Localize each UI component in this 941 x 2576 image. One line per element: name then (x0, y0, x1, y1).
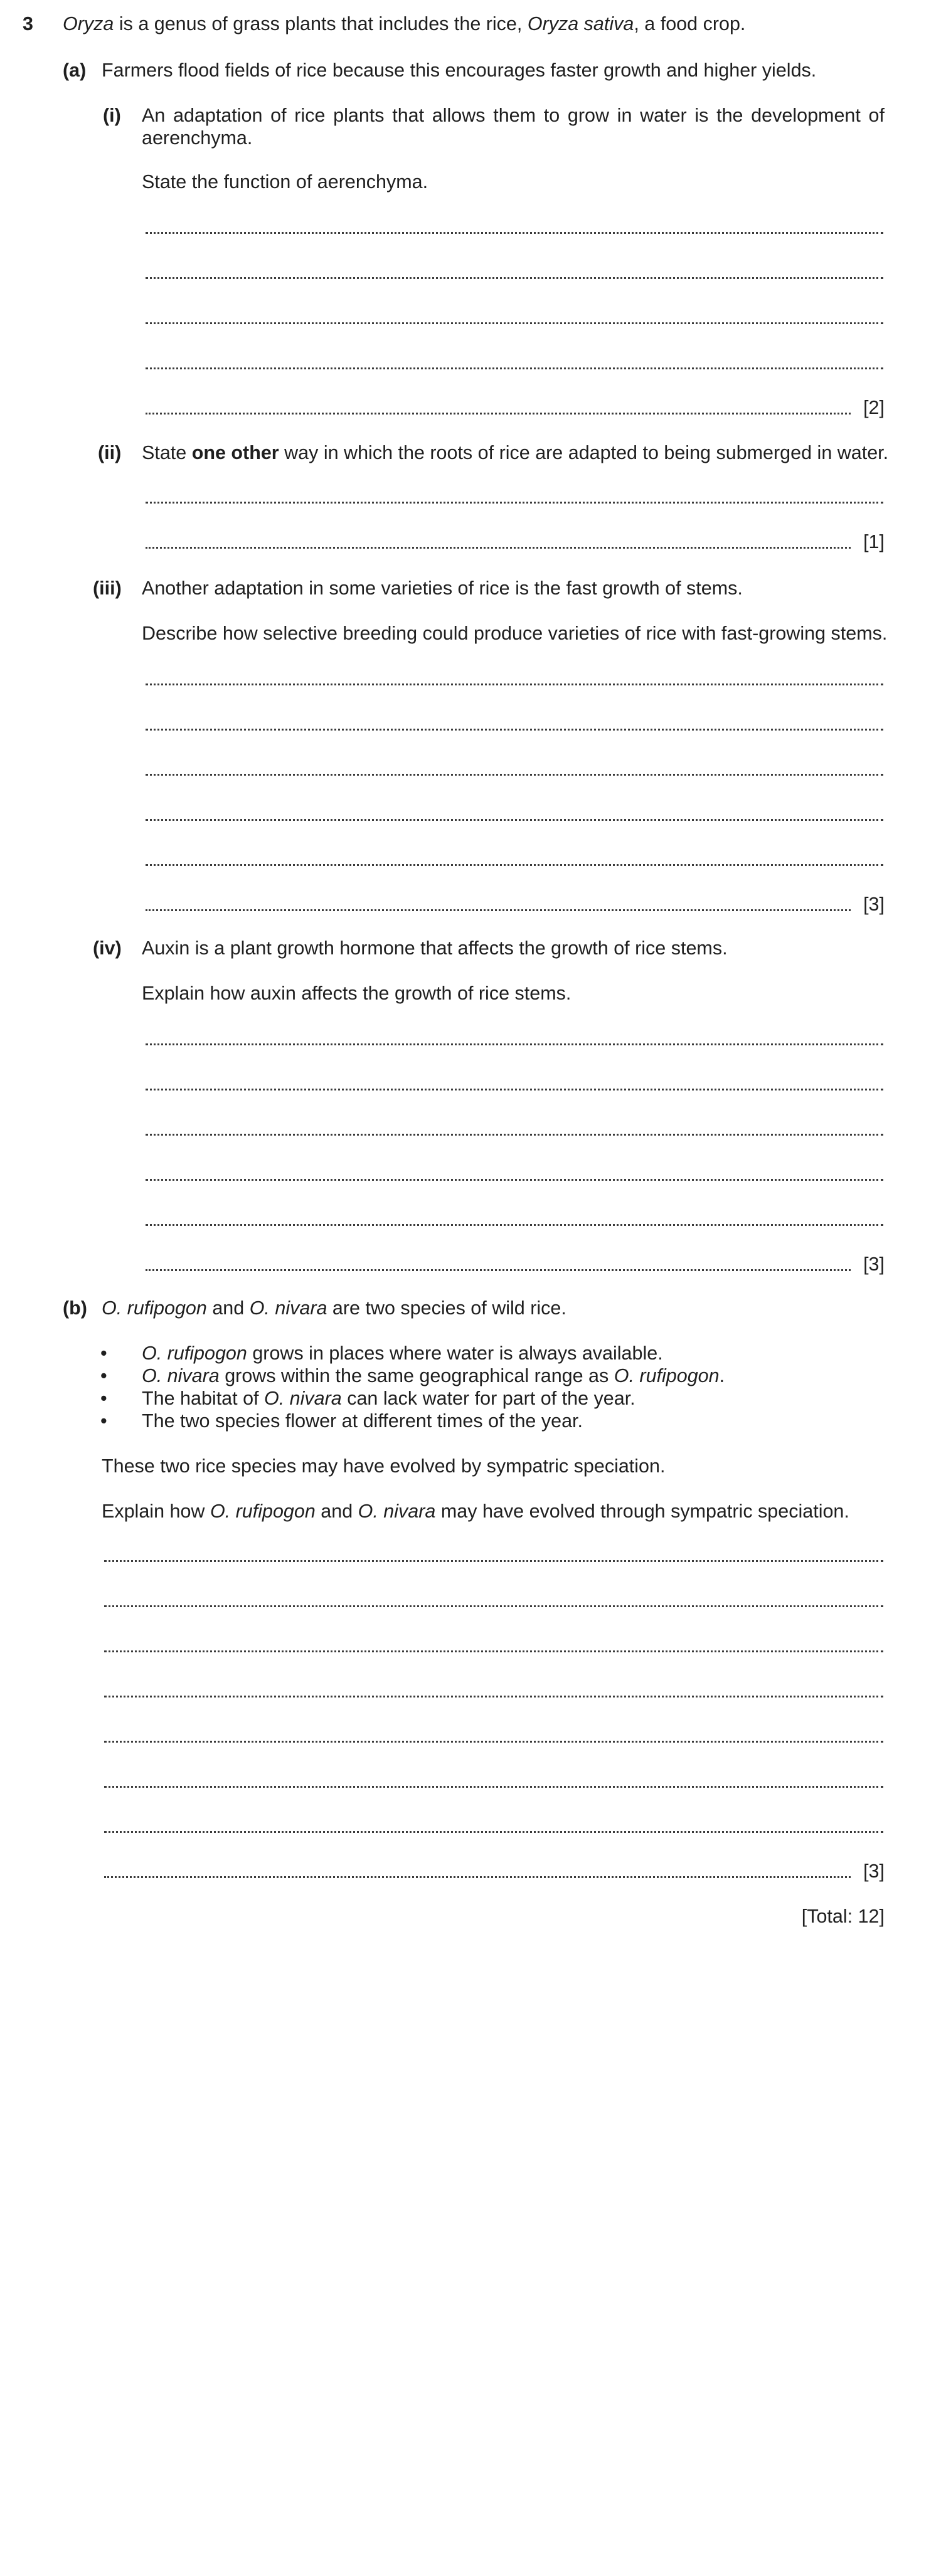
total-marks: [Total: 12] (801, 1906, 885, 1927)
marks-b: [3] (863, 1861, 885, 1882)
answer-line[interactable] (146, 1179, 883, 1181)
marks-a-ii: [1] (863, 531, 885, 552)
bullet-icon: • (100, 1410, 107, 1432)
answer-line[interactable] (146, 684, 883, 685)
part-a-iii-label: (iii) (93, 578, 122, 599)
bullet-item (142, 1387, 635, 1410)
answer-line[interactable] (104, 1876, 851, 1878)
species-name: O. nivara (249, 1297, 327, 1319)
species-name: O. rufipogon (614, 1365, 720, 1386)
bullet-icon: • (100, 1343, 107, 1364)
answer-line[interactable] (146, 1089, 883, 1090)
intro-text: is a genus of grass plants that includes the rice, (114, 13, 528, 34)
answer-line[interactable] (146, 322, 883, 324)
part-a-iv-prompt: Explain how auxin affects the growth of rice stems. (142, 983, 572, 1004)
bullet-text: The habitat of (142, 1388, 264, 1409)
bullet-icon: • (100, 1365, 107, 1386)
part-a-i-label: (i) (103, 105, 121, 126)
answer-line[interactable] (146, 502, 883, 504)
part-a-label: (a) (63, 60, 87, 81)
part-a-ii-label: (ii) (98, 442, 122, 463)
species-name: O. nivara (142, 1365, 220, 1386)
part-b-prompt-and: and (315, 1501, 358, 1522)
part-a-iv-label: (iv) (93, 937, 122, 959)
species-name: O. rufipogon (210, 1501, 316, 1522)
answer-line[interactable] (146, 774, 883, 776)
bullet-item (142, 1342, 663, 1365)
answer-line[interactable] (146, 1043, 883, 1045)
part-a-i-prompt: State the function of aerenchyma. (142, 171, 428, 193)
species-name: O. nivara (358, 1501, 436, 1522)
species-name: O. rufipogon (102, 1297, 207, 1319)
part-a-ii-emphasis: one other (191, 442, 279, 463)
bullet-item (142, 1365, 725, 1387)
answer-line[interactable] (146, 413, 851, 414)
answer-line[interactable] (146, 909, 851, 911)
part-b-prompt-rest: may have evolved through sympatric speciation. (435, 1501, 849, 1522)
species-name: O. nivara (264, 1388, 342, 1409)
bullet-icon: • (100, 1388, 107, 1409)
question-number: 3 (23, 13, 33, 34)
answer-line[interactable] (146, 232, 883, 234)
answer-line[interactable] (146, 367, 883, 369)
part-b-statement: These two rice species may have evolved by sympatric speciation. (102, 1455, 666, 1477)
marks-a-i: [2] (863, 397, 885, 418)
part-a-ii-text (142, 441, 888, 464)
bullet-text: grows within the same geographical range as (219, 1365, 614, 1386)
part-b-prompt (102, 1500, 849, 1523)
answer-line[interactable] (104, 1741, 883, 1743)
answer-line[interactable] (146, 729, 883, 731)
answer-line[interactable] (146, 819, 883, 821)
answer-line[interactable] (146, 1224, 883, 1226)
part-b-stem-and: and (206, 1297, 250, 1319)
part-b-prompt-start: Explain how (102, 1501, 210, 1522)
part-a-ii-text-end: way in which the roots of rice are adapted to being submerged in water. (279, 442, 889, 463)
part-a-i-text: An adaptation of rice plants that allows them to grow in water is the development of aerenchyma. (142, 105, 885, 149)
answer-line[interactable] (104, 1605, 883, 1607)
bullet-text-end: . (719, 1365, 725, 1386)
answer-line[interactable] (104, 1560, 883, 1562)
part-a-stem: Farmers flood fields of rice because this encourages faster growth and higher yields. (102, 60, 817, 81)
part-a-iv-text: Auxin is a plant growth hormone that affects the growth of rice stems. (142, 937, 728, 959)
bullet-text: grows in places where water is always available. (247, 1343, 663, 1364)
part-b-stem (102, 1297, 566, 1319)
species-name: O. rufipogon (142, 1343, 247, 1364)
part-a-ii-text-start: State (142, 442, 192, 463)
part-b-label: (b) (63, 1297, 87, 1319)
answer-line[interactable] (104, 1831, 883, 1833)
answer-line[interactable] (146, 277, 883, 279)
answer-line[interactable] (146, 1134, 883, 1136)
answer-line[interactable] (146, 547, 851, 549)
species-name: Oryza sativa (527, 13, 634, 34)
part-a-iii-text: Another adaptation in some varieties of rice is the fast growth of stems. (142, 578, 743, 599)
bullet-item: The two species flower at different times of the year. (142, 1410, 583, 1432)
question-intro (63, 13, 745, 35)
answer-line[interactable] (146, 864, 883, 866)
marks-a-iii: [3] (863, 894, 885, 915)
answer-line[interactable] (104, 1696, 883, 1697)
genus-name: Oryza (63, 13, 114, 34)
intro-text-end: , a food crop. (634, 13, 746, 34)
part-b-stem-rest: are two species of wild rice. (327, 1297, 566, 1319)
part-a-iii-prompt: Describe how selective breeding could produce varieties of rice with fast-growing stems. (142, 623, 888, 644)
answer-line[interactable] (146, 1269, 851, 1271)
bullet-text-end: can lack water for part of the year. (341, 1388, 635, 1409)
answer-line[interactable] (104, 1786, 883, 1788)
marks-a-iv: [3] (863, 1254, 885, 1275)
answer-line[interactable] (104, 1650, 883, 1652)
